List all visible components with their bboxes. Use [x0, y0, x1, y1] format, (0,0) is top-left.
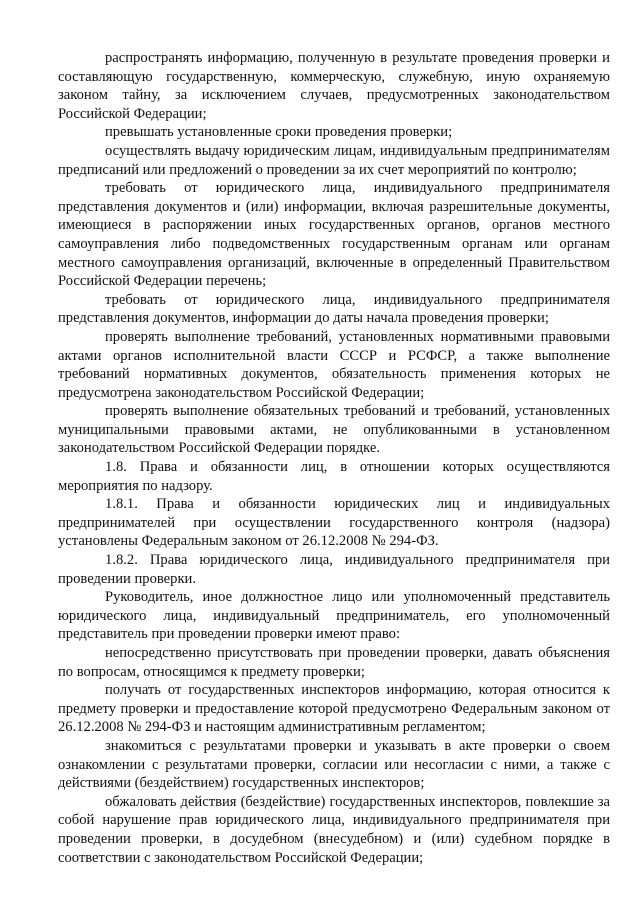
paragraph-no-check-unpublished-acts: проверять выполнение обязательных требований и требований, установленных муниципальными правовыми актами, не опубликованными в установленном законодательством Российской Федерации порядке.: [58, 403, 610, 457]
paragraph-right-appeal: обжаловать действия (бездействие) государственных инспекторов, повлекшие за собой нарушение прав юридического лица, индивидуального предпринимателя при проведении проверки, в досудебном (внесудебном) и (или) судебном порядке в соответствии с законодательством Российской Федерации;: [58, 793, 610, 866]
section-1-8-1: 1.8.1. Права и обязанности юридических лиц и индивидуальных предпринимателей при осуществлении государственного контроля (надзора) установлены Федеральным законом от 26.12.2008 № 294-ФЗ.: [58, 496, 610, 550]
paragraph-right-receive-info: получать от государственных инспекторов информацию, которая относится к предмету проверки и предоставление которой предусмотрено Федеральным законом от 26.12.2008 № 294-ФЗ и настоящим административным регламентом;: [58, 682, 610, 736]
paragraph-no-exceed-deadline: превышать установленные сроки проведения проверки;: [105, 124, 453, 141]
section-1-8-2: 1.8.2. Права юридического лица, индивидуального предпринимателя при проведении проверки.: [58, 552, 610, 587]
paragraph-no-demand-documents: требовать от юридического лица, индивидуального предпринимателя представления документов и (или) информации, включая разрешительные документы, имеющиеся в распоряжении иных государственных органов, органов местного самоуправления либо подведомственных государственным органам или органам местного самоуправления организаций, включенные в определенный Правительством Российской Федерации перечень;: [58, 180, 610, 290]
paragraph-no-prescriptions: осуществлять выдачу юридическим лицам, индивидуальным предпринимателям предписаний или предложений о проведении за их счет мероприятий по контролю;: [58, 142, 610, 178]
paragraph-rights-intro: Руководитель, иное должностное лицо или уполномоченный представитель юридического лица, индивидуальный предприниматель, его уполномоченный представитель при проведении проверки имеют право:: [58, 589, 610, 643]
paragraph-no-check-ussr-acts: проверять выполнение требований, установленных нормативными правовыми актами органов исполнительной власти СССР и РСФСР, а также выполнение требований нормативных документов, обязательность применения которых не предусмотрена законодательством Российской Федерации;: [58, 328, 610, 401]
paragraph-no-disclosure: распространять информацию, полученную в результате проведения проверки и составляющую государственную, коммерческую, служебную, иную охраняемую законом тайну, за исключением случаев, предусмотренных законодательством Российской Федерации;: [58, 50, 610, 122]
paragraph-no-demand-before-start: требовать от юридического лица, индивидуального предпринимателя представления документов, информации до даты начала проведения проверки;: [58, 291, 610, 327]
document-page: [58, 49, 610, 867]
paragraph-right-be-present: непосредственно присутствовать при проведении проверки, давать объяснения по вопросам, относящимся к предмету проверки;: [58, 645, 610, 680]
section-1-8-heading: 1.8. Права и обязанности лиц, в отношении которых осуществляются мероприятия по надзору.: [58, 459, 610, 494]
paragraph-right-review-results: знакомиться с результатами проверки и указывать в акте проверки о своем ознакомлении с результатами проверки, согласии или несогласии с ними, а также с действиями (бездействием) государственных инспекторов;: [58, 737, 610, 792]
